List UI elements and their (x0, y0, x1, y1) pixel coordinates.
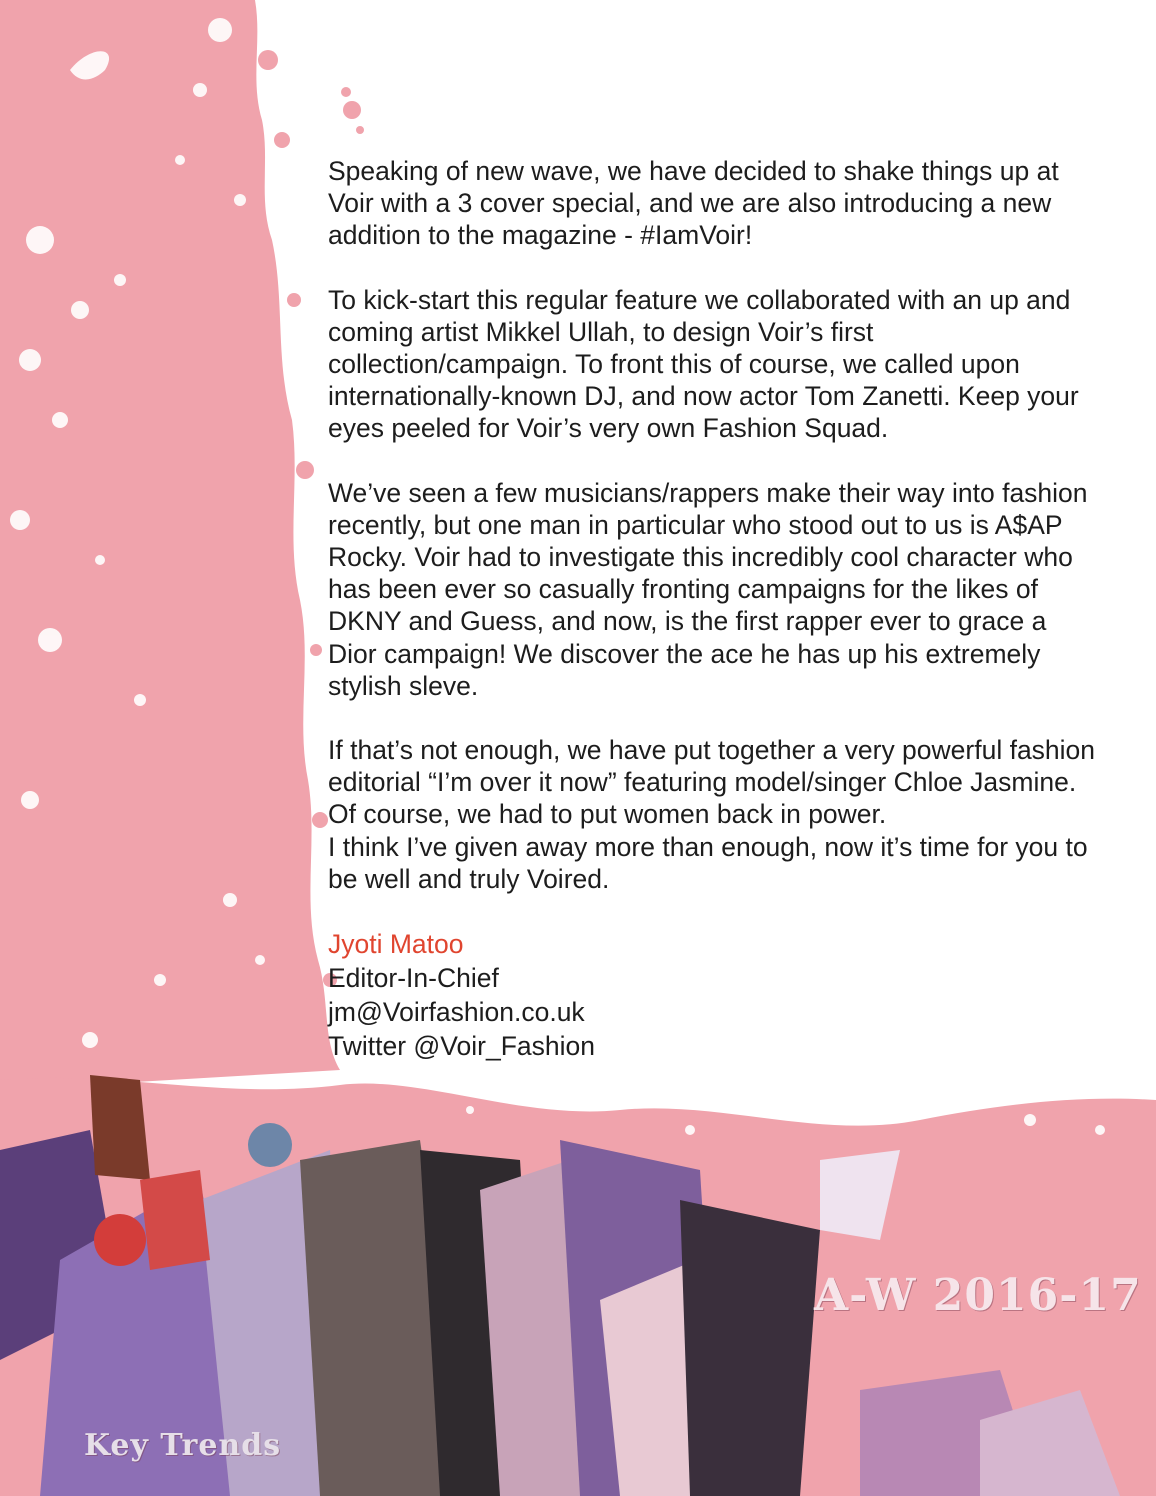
paragraph: We’ve seen a few musicians/rappers make their way into fashion recently, but one man in particular who stood out to us is A$AP Rocky. Voir had to investigate this incredibly cool character who has been ever so casually fronting campaigns for the likes of DKNY and Guess, and now, is the first rapper ever to grace a Dior campaign! We discover the ace he has up his extremely stylish sleve. (328, 477, 1088, 701)
paragraph: If that’s not enough, we have put together a very powerful fashion editorial “I’m over it now” featuring model/singer Chloe Jasmine. Of course, we had to put women back in power. (328, 735, 1096, 830)
paragraph: I think I’ve given away more than enough, now it’s time for you to be well and truly Voired. (328, 831, 1088, 894)
editors-letter (328, 155, 1098, 1063)
signature-block (328, 927, 1098, 1063)
editor-name: Jyoti Matoo (328, 929, 464, 960)
season-label: A-W 2016-17 (814, 1270, 1142, 1321)
paragraph: Speaking of new wave, we have decided to shake things up at Voir with a 3 cover special, and we are also introducing a new addition to the magazine - #IamVoir! (328, 156, 1059, 251)
paragraph: To kick-start this regular feature we collaborated with an up and coming artist Mikkel Ullah, to design Voir’s first collection/campaign. To front this of course, we called upon internationally-known DJ, and now actor Tom Zanetti. Keep your eyes peeled for Voir’s very own Fashion Squad. (328, 284, 1079, 444)
twitter-handle[interactable]: Twitter @Voir_Fashion (328, 1031, 595, 1062)
key-trends-label: Key Trends (84, 1428, 282, 1463)
editor-title: Editor-In-Chief (328, 963, 499, 994)
editor-email[interactable]: jm@Voirfashion.co.uk (328, 997, 585, 1028)
